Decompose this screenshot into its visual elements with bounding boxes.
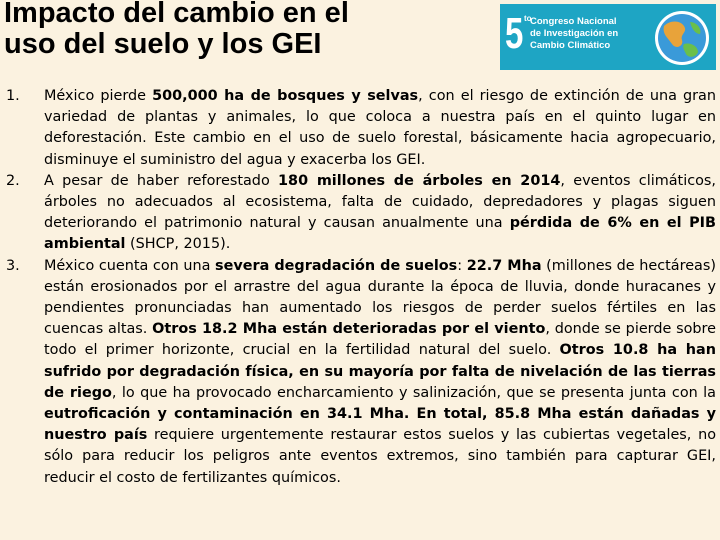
congress-logo [500, 4, 716, 70]
logo-line-2: de Investigación en [530, 28, 619, 39]
logo-number: 5 [505, 9, 524, 58]
logo-line-1: Congreso Nacional [530, 16, 617, 27]
logo-line-3: Cambio Climático [530, 40, 611, 51]
list-item [0, 256, 716, 489]
item-number: 1. [6, 88, 20, 104]
slide-title [4, 0, 494, 60]
title-line-2: uso del suelo y los GEI [4, 28, 322, 60]
item-text: México cuenta con una severa degradación de suelos: 22.7 Mha (millones de hectáreas) están erosionados por el arrastre del agua durante la época de lluvia, donde huracanes y pendientes pronunciadas han aumentado los riesgos de perder suelos fértiles en las cuencas altas. Otros 18.2 Mha están deterioradas por el viento, donde se pierde sobre todo el primer horizonte, crucial en la fertilidad natural del suelo. Otros 10.8 ha han sufrido por degradación física, en su mayoría por falta de nivelación de las tierras de riego, lo que ha provocado encharcamiento y salinización, que se presenta junta con la eutroficación y contaminación en 34.1 Mha. En total, 85.8 Mha están dañadas y nuestro país requiere urgentemente restaurar estos suelos y las cubiertas vegetales, no sólo para reducir los peligros ante eventos extremos, sino también para capturar GEI, reducir el costo de fertilizantes químicos. [44, 257, 717, 486]
logo-name [530, 16, 650, 52]
title-line-1: Impacto del cambio en el [4, 0, 349, 29]
logo-superscript: to [524, 14, 532, 23]
item-text: A pesar de haber reforestado 180 millones de árboles en 2014, eventos climáticos, árboles no adecuados al ecosistema, falta de cuidado, depredadores y plagas siguen deteriorando el patrimonio natural y causan anualmente una pérdida de 6% en el PIB ambiental (SHCP, 2015). [44, 172, 716, 253]
bullet-list [0, 86, 716, 489]
item-text: México pierde 500,000 ha de bosques y selvas, con el riesgo de extinción de una gran variedad de plantas y animales, lo que coloca a nuestra país en el quinto lugar en deforestación. Este cambio en el uso de suelo forestal, básicamente hacia agropecuario, disminuye el suministro del agua y exacerba los GEI. [44, 88, 716, 168]
item-number: 2. [6, 172, 20, 189]
globe-icon [654, 10, 710, 66]
item-number: 3. [6, 257, 20, 274]
list-item [0, 86, 716, 171]
list-item [0, 171, 716, 256]
